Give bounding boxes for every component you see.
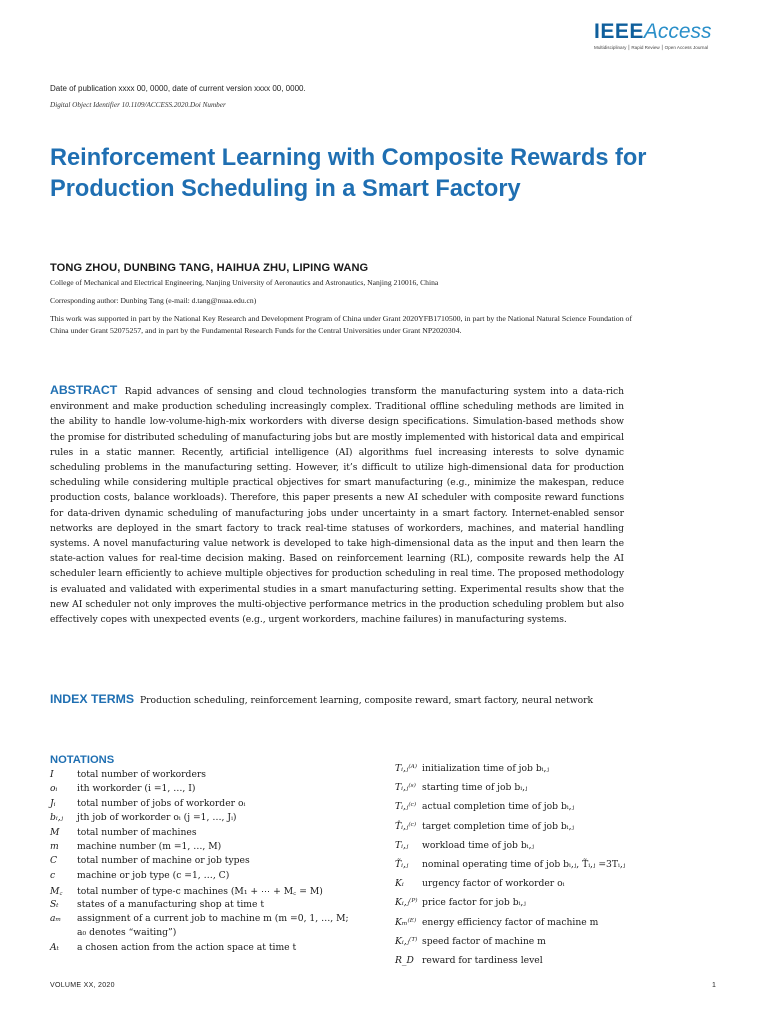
notation-symbol: Kᵢ,ⱼ⁽ᴾ⁾ (395, 897, 418, 909)
notation-row (50, 769, 390, 783)
notation-symbol: bᵢ,ⱼ (50, 812, 64, 824)
notation-definition: total number of jobs of workorder oᵢ (77, 797, 246, 809)
notation-row (50, 913, 390, 927)
notation-symbol: Jᵢ (50, 797, 56, 809)
index-terms-heading: INDEX TERMS (50, 692, 135, 706)
paper-title: Reinforcement Learning with Composite Rewards for Production Scheduling in a Smart Factory (50, 145, 647, 202)
notation-definition: actual completion time of job bᵢ,ⱼ (422, 801, 575, 813)
notation-row (50, 798, 390, 812)
notation-definition: nominal operating time of job bᵢ,ⱼ, T̃ᵢ,ⱼ =3Tᵢ,ⱼ (422, 858, 626, 870)
notation-definition: total number of workorders (77, 769, 206, 780)
notation-symbol: oᵢ (50, 783, 58, 795)
notation-symbol: T̃ᵢ,ⱼ (395, 858, 409, 870)
notation-symbol: M (50, 826, 60, 838)
notation-symbol: R_D (395, 954, 414, 966)
notation-row (50, 884, 390, 898)
notation-row (395, 818, 705, 837)
notation-symbol: C (50, 855, 58, 867)
author-list: TONG ZHOU, DUNBING TANG, HAIHUA ZHU, LIPING WANG (50, 262, 369, 274)
notation-row (50, 942, 390, 956)
notation-symbol: Tᵢ,ⱼ⁽ᶜ⁾ (395, 801, 417, 813)
notation-definition: total number of machine or job types (77, 855, 250, 867)
notation-definition: urgency factor of workorder oᵢ (422, 878, 565, 890)
notation-definition: reward for tardiness level (422, 954, 543, 966)
notation-row (50, 812, 390, 826)
affiliation: College of Mechanical and Electrical Engineering, Nanjing University of Aeronautics and Astronautics, Nanjing 210016, China (50, 278, 439, 287)
notation-symbol: m (50, 840, 59, 852)
notation-symbol: M꜀ (50, 886, 63, 898)
notation-symbol: Tᵢ,ⱼ (395, 839, 409, 851)
footer-page-number: 1 (712, 982, 716, 989)
index-terms (50, 692, 624, 708)
notation-symbol: T̂ᵢ,ⱼ⁽ᶜ⁾ (395, 820, 417, 832)
notation-row (395, 798, 705, 817)
notation-row (50, 783, 390, 797)
logo-access-text: Access (643, 20, 712, 43)
notation-symbol: Aₜ (50, 941, 59, 953)
notation-row (50, 827, 390, 841)
abstract-text: Rapid advances of sensing and cloud technologies transform the manufacturing system into a data-rich environment and make production scheduling increasingly complex. Traditional offline scheduling methods are limited in the ability to handle low-volume-high-mix workorders with diverse design specifications. Simulation-based methods show the promise for distributed scheduling of manufacturing jobs but are mostly implemented with historical data and empirical rules in a static manner. Recently, artificial intelligence (AI) algorithms fuel increasing interests to solve dynamic scheduling problems in the manufacturing setting. However, it’s difficult to utilize high-dimensional data for production scheduling while considering multiple practical objectives for smart manufacturing (e.g., minimize the makespan, reduce production costs, balance workloads). Therefore, this paper presents a new AI scheduler with composite reward functions for data-driven dynamic scheduling of manufacturing jobs under uncertainty in a smart factory. Internet-enabled sensor networks are deployed in the smart factory to track real-time statuses of workorders, machines, and material handling systems. A novel manufacturing value network is developed to take high-dimensional data as the input and then learn the state-action values for real-time decision making. Based on reinforcement learning (RL), composite rewards help the AI scheduler learn efficiently to achieve multiple objectives for production scheduling in real time. The proposed methodology is evaluated and validated with experimental studies in a smart manufacturing setting. Experimental results show that the new AI scheduler not only improves the multi-objective performance metrics in the production scheduling problem but also effectively copes with unexpected events (e.g., urgent workorders, machine failures) in manufacturing systems. (50, 386, 625, 626)
notation-definition: total number of type-c machines (M₁ + ⋯ + M꜀ = M) (77, 886, 323, 898)
notation-symbol: Tᵢ,ⱼ⁽ˢ⁾ (395, 782, 416, 794)
notation-row (395, 952, 705, 971)
notation-definition: jth job of workorder oᵢ (j =1, …, Jᵢ) (77, 812, 237, 824)
notation-definition: price factor for job bᵢ,ⱼ (422, 897, 526, 909)
notation-row (50, 927, 390, 941)
notation-symbol: Sₜ (50, 898, 59, 910)
notation-symbol: Tᵢ,ⱼ⁽ᴬ⁾ (395, 763, 418, 774)
notation-definition: initialization time of job bᵢ,ⱼ (422, 763, 549, 774)
notation-definition: a chosen action from the action space at time t (77, 941, 297, 953)
notations-left-column (50, 769, 390, 956)
notation-definition: energy efficiency factor of machine m (422, 916, 599, 928)
notation-symbol: c (50, 869, 56, 881)
notation-row (395, 933, 705, 952)
notation-definition: total number of machines (77, 826, 197, 838)
logo-tagline: Multidisciplinary ⎮ Rapid Review ⎮ Open Access Journal (594, 45, 709, 50)
notation-symbol: Kᵢ (395, 878, 404, 890)
notation-definition: states of a manufacturing shop at time t (77, 898, 265, 910)
index-terms-text: Production scheduling, reinforcement learning, composite reward, smart factory, neural network (139, 695, 594, 706)
notation-symbol: I (50, 769, 54, 780)
notation-definition: workload time of job bᵢ,ⱼ (422, 839, 534, 851)
notation-row (50, 855, 390, 869)
publication-date: Date of publication xxxx 00, 0000, date of current version xxxx 00, 0000. (50, 84, 306, 93)
notation-row (395, 894, 705, 913)
notation-definition: assignment of a current job to machine m (m =0, 1, …, M; (77, 912, 349, 924)
notation-definition: ith workorder (i =1, …, I) (77, 783, 196, 795)
notation-symbol: aₘ (50, 912, 62, 924)
notation-row (395, 856, 705, 875)
notation-definition: a₀ denotes “waiting”) (77, 927, 177, 939)
abstract-heading: ABSTRACT (50, 383, 118, 397)
footer-volume: VOLUME XX, 2020 (50, 982, 115, 989)
notation-row (50, 899, 390, 913)
notation-row (395, 837, 705, 856)
doi-line: Digital Object Identifier 10.1109/ACCESS.2020.Doi Number (50, 101, 226, 109)
abstract (50, 383, 624, 627)
notation-row (395, 779, 705, 798)
logo-ieee-text: IEEE (594, 20, 644, 43)
notations-heading: NOTATIONS (50, 754, 115, 766)
notation-row (395, 875, 705, 894)
ieee-access-logo (594, 20, 720, 56)
funding-statement: This work was supported in part by the National Key Research and Development Program of China under Grant 2020YFB1710500, in part by the National Natural Science Foundation of China under Grant 52075257, and in part by the Fundamental Research Funds for the Central Universities under Grant NP2020304. (50, 314, 633, 335)
notation-definition: target completion time of job bᵢ,ⱼ (422, 820, 574, 832)
notations-right-column (395, 760, 705, 971)
notation-row (395, 914, 705, 933)
notation-row (50, 870, 390, 884)
notation-definition: speed factor of machine m (422, 935, 546, 947)
notation-definition: starting time of job bᵢ,ⱼ (422, 782, 528, 794)
notation-symbol: Kₘ⁽ᴱ⁾ (395, 916, 417, 928)
notation-definition: machine or job type (c =1, …, C) (77, 869, 230, 881)
notation-symbol: Kᵢ,ⱼ⁽ᵀ⁾ (395, 935, 418, 947)
corresponding-author: Corresponding author: Dunbing Tang (e-mail: d.tang@nuaa.edu.cn) (50, 296, 257, 305)
notation-row (395, 760, 705, 779)
notation-row (50, 841, 390, 855)
notation-definition: machine number (m =1, …, M) (77, 840, 222, 852)
